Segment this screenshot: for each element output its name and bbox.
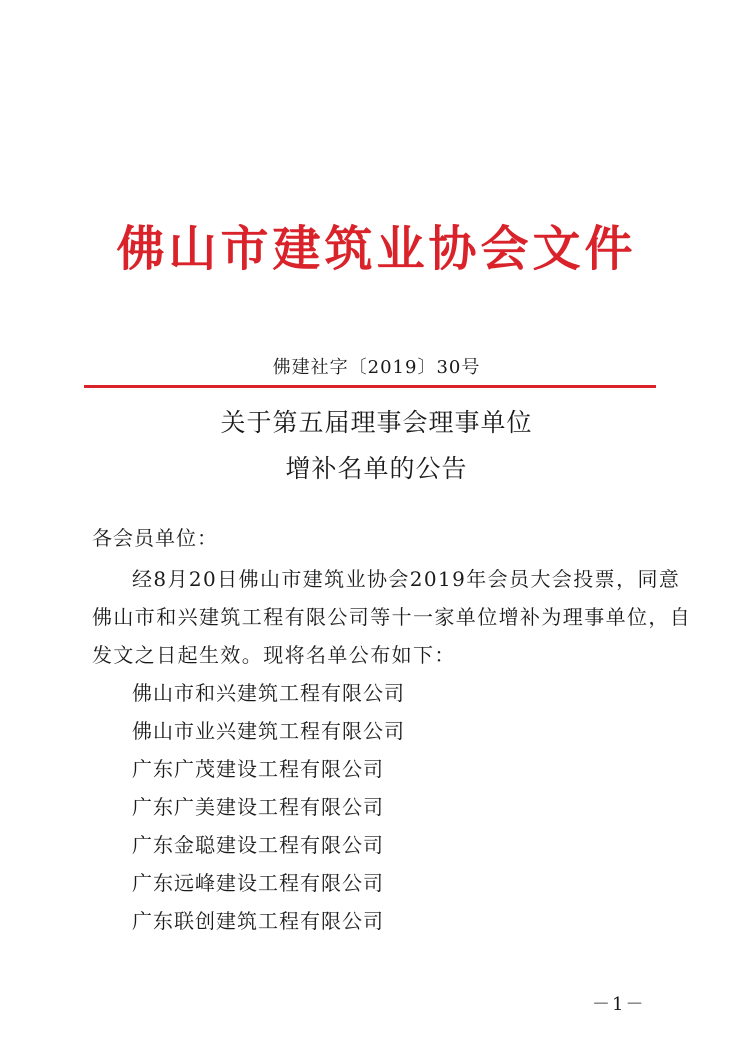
body-line-2: 佛山市和兴建筑工程有限公司等十一家单位增补为理事单位，自 [92, 605, 692, 629]
company-list-item: 佛山市和兴建筑工程有限公司 [132, 681, 405, 705]
body-line-3: 发文之日起生效。现将名单公布如下： [92, 643, 456, 667]
red-divider-line [84, 385, 656, 388]
body-line-1: 经8月20日佛山市建筑业协会2019年会员大会投票，同意 [132, 567, 681, 591]
company-list-item: 广东金聪建设工程有限公司 [132, 833, 384, 857]
salutation: 各会员单位： [92, 526, 218, 550]
notice-title [0, 400, 753, 492]
notice-title-line-2: 增补名单的公告 [285, 454, 468, 483]
company-list-item: 广东联创建筑工程有限公司 [132, 909, 384, 933]
company-list [132, 674, 405, 940]
company-list-item: 广东广美建设工程有限公司 [132, 795, 384, 819]
document-number: 佛建社字〔2019〕30号 [272, 357, 481, 378]
notice-title-line-1: 关于第五届理事会理事单位 [220, 408, 533, 437]
company-list-item: 广东广茂建设工程有限公司 [132, 757, 384, 781]
company-list-item: 佛山市业兴建筑工程有限公司 [132, 719, 405, 743]
company-list-item: 广东远峰建设工程有限公司 [132, 871, 384, 895]
page-number: －1－ [592, 994, 646, 1015]
issuer-header-title: 佛山市建筑业协会文件 [116, 221, 637, 277]
body-paragraph [92, 560, 692, 674]
